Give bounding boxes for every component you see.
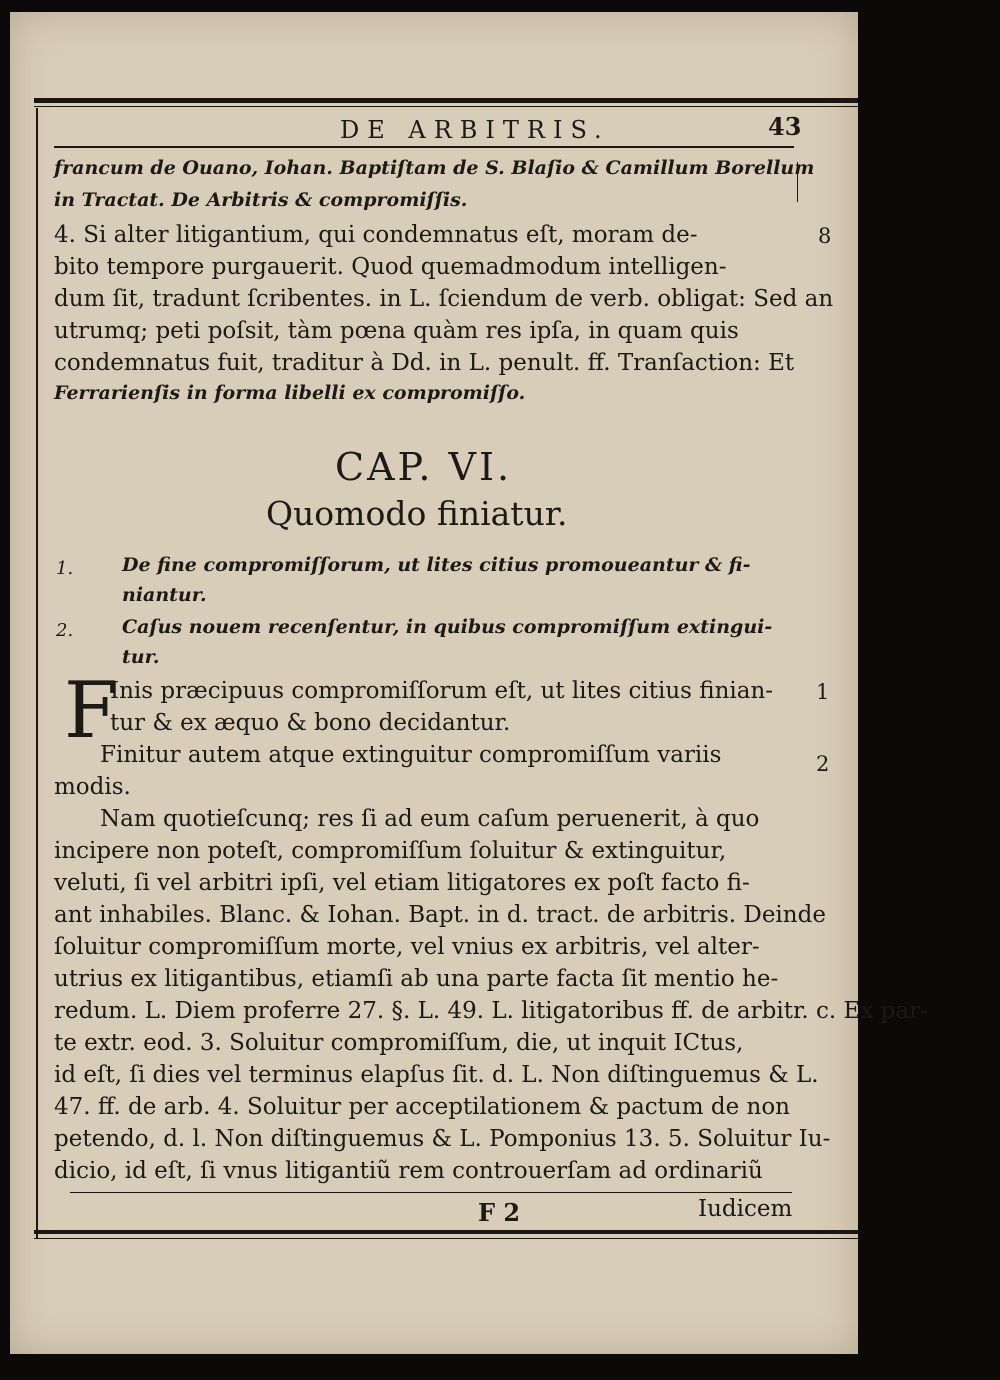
footer-rule-thin bbox=[70, 1192, 792, 1193]
text-line: in Tractat. De Arbitris & compromiſſis. bbox=[54, 189, 468, 211]
text-line: Inis præcipuus compromiſſorum eſt, ut lites citius finian- bbox=[110, 678, 774, 704]
margin-number: 1 bbox=[816, 680, 830, 704]
margin-number: 8 bbox=[818, 224, 832, 248]
text-line: incipere non poteſt, compromiſſum ſoluitur & extinguitur, bbox=[54, 838, 727, 864]
text-line: petendo, d. l. Non diſtinguemus & L. Pomponius 13. 5. Soluitur Iu- bbox=[54, 1126, 831, 1152]
text-line: ſoluitur compromiſſum morte, vel vnius ex arbitris, vel alter- bbox=[54, 934, 760, 960]
text-line: Ferrarienſis in forma libelli ex compromiſſo. bbox=[54, 382, 526, 404]
text-line: ant inhabiles. Blanc. & Iohan. Bapt. in d. tract. de arbitris. Deinde bbox=[54, 902, 826, 928]
summary-number: 1. bbox=[56, 558, 74, 579]
margin-number: 2 bbox=[816, 752, 830, 776]
page-number: 43 bbox=[768, 112, 802, 141]
text-line: 47. ff. de arb. 4. Soluitur per acceptilationem & pactum de non bbox=[54, 1094, 790, 1120]
drop-cap: F bbox=[64, 666, 119, 756]
book-page bbox=[10, 12, 928, 1354]
footer-rule-line bbox=[34, 1238, 858, 1239]
text-line: tur & ex æquo & bono decidantur. bbox=[110, 710, 511, 736]
summary-number: 2. bbox=[56, 620, 74, 641]
header-rule-thin bbox=[34, 106, 858, 107]
text-line: te extr. eod. 3. Soluitur compromiſſum, die, ut inquit ICtus, bbox=[54, 1030, 744, 1056]
signature-mark: F 2 bbox=[478, 1198, 521, 1227]
catchword: Iudicem bbox=[698, 1196, 793, 1222]
summary-line: tur. bbox=[122, 646, 160, 668]
text-line: utrius ex litigantibus, etiamſi ab una parte facta ſit mentio he- bbox=[54, 966, 779, 992]
header-rule-top bbox=[34, 98, 858, 103]
text-line: redum. L. Diem proferre 27. §. L. 49. L. litigatoribus ff. de arbitr. c. Ex par- bbox=[54, 998, 928, 1024]
summary-line: niantur. bbox=[122, 584, 207, 606]
text-line: modis. bbox=[54, 774, 131, 800]
text-line: condemnatus fuit, traditur à Dd. in L. penult. ff. Tranſaction: Et bbox=[54, 350, 795, 376]
header-rule-bottom bbox=[54, 146, 794, 148]
text-line: francum de Ouano, Iohan. Baptiſtam de S. Blaſio & Camillum Borellum bbox=[54, 157, 815, 179]
text-line: Finitur autem atque extinguitur compromiſſum variis bbox=[100, 742, 722, 768]
text-line: dicio, id eſt, ſi vnus litigantiũ rem controuerſam ad ordinariũ bbox=[54, 1158, 763, 1184]
chapter-number: CAP. VI. bbox=[335, 445, 513, 489]
text-line: dum ſit, tradunt ſcribentes. in L. ſciendum de verb. obligat: Sed an bbox=[54, 286, 834, 312]
chapter-title: Quomodo finiatur. bbox=[266, 494, 568, 533]
text-line: bito tempore purgauerit. Quod quemadmodum intelligen- bbox=[54, 254, 727, 280]
text-line: Nam quotieſcunq; res ſi ad eum caſum peruenerit, à quo bbox=[100, 806, 760, 832]
text-line: 4. Si alter litigantium, qui condemnatus eſt, moram de- bbox=[54, 222, 698, 248]
left-border bbox=[36, 108, 38, 1238]
text-line: veluti, ſi vel arbitri ipſi, vel etiam litigatores ex poſt facto fi- bbox=[54, 870, 750, 896]
running-head: DE ARBITRIS. bbox=[340, 116, 610, 144]
text-line: id eſt, ſi dies vel terminus elapſus ſit. d. L. Non diſtinguemus & L. bbox=[54, 1062, 819, 1088]
summary-line: De fine compromiſſorum, ut lites citius promoueantur & fi- bbox=[122, 554, 751, 576]
summary-line: Caſus nouem recenſentur, in quibus compromiſſum extingui- bbox=[122, 616, 773, 638]
footer-rule-bottom bbox=[34, 1230, 858, 1234]
text-line: utrumq; peti poſsit, tàm pœna quàm res ipſa, in quam quis bbox=[54, 318, 739, 344]
